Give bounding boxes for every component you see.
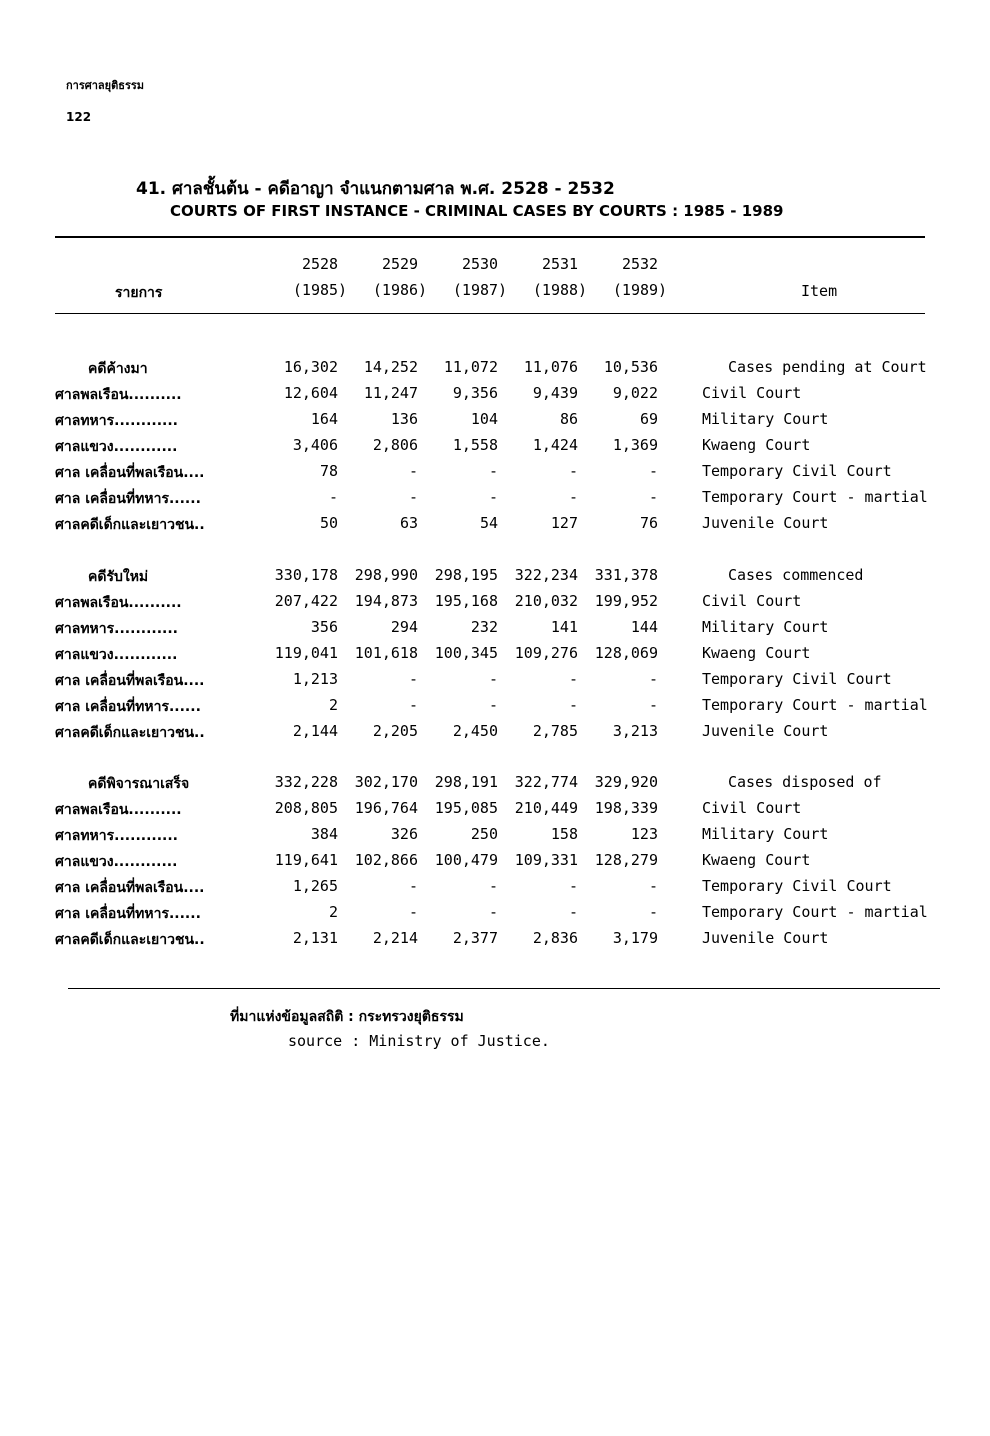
section-total-cell: 302,170 (354, 773, 418, 791)
table-cell: 199,952 (594, 592, 658, 610)
table-cell: 195,168 (434, 592, 498, 610)
top-rule (55, 236, 925, 238)
table-cell: 164 (310, 410, 338, 428)
table-cell: - (408, 696, 418, 714)
section-label-thai: คดีพิจารณาเสร็จ (88, 776, 190, 792)
year-header-ce: (1986) (372, 281, 428, 299)
table-cell: - (568, 670, 578, 688)
table-cell: 2,205 (372, 722, 418, 740)
table-cell: 63 (399, 514, 418, 532)
table-cell: 128,279 (594, 851, 658, 869)
running-header: การศาลยุติธรรม (66, 79, 145, 92)
table-cell: 196,764 (354, 799, 418, 817)
table-cell: 100,479 (434, 851, 498, 869)
table-cell: 1,424 (532, 436, 578, 454)
table-cell: 9,439 (532, 384, 578, 402)
row-label-english: Military Court (702, 410, 829, 428)
table-cell: 102,866 (354, 851, 418, 869)
table-cell: - (488, 696, 498, 714)
table-cell: 141 (550, 618, 578, 636)
row-label-thai: ศาลทหาร............ (55, 828, 178, 844)
year-header-be: 2532 (621, 255, 659, 273)
table-cell: 232 (470, 618, 498, 636)
row-label-thai: ศาล เคลื่อนที่พลเรือน.... (55, 880, 205, 896)
year-header-be: 2529 (381, 255, 419, 273)
table-cell: 198,339 (594, 799, 658, 817)
section-total-cell: 14,252 (363, 358, 418, 376)
table-cell: - (408, 488, 418, 506)
table-cell: 9,356 (452, 384, 498, 402)
table-cell: 109,276 (514, 644, 578, 662)
table-cell: 3,179 (612, 929, 658, 947)
row-label-thai: ศาล เคลื่อนที่ทหาร...... (55, 491, 201, 507)
section-label-thai: คดีรับใหม่ (88, 569, 149, 585)
table-cell: 3,406 (292, 436, 338, 454)
table-cell: 158 (550, 825, 578, 843)
table-cell: 11,247 (363, 384, 418, 402)
bottom-rule (68, 988, 940, 989)
table-cell: - (648, 877, 658, 895)
table-cell: 100,345 (434, 644, 498, 662)
row-label-english: Temporary Court - martial (702, 696, 928, 714)
table-cell: 194,873 (354, 592, 418, 610)
row-label-thai: ศาลคดีเด็กและเยาวชน.. (55, 517, 205, 533)
table-cell: 2,450 (452, 722, 498, 740)
section-label-english: Cases commenced (728, 566, 864, 584)
year-header-ce: (1985) (292, 281, 348, 299)
table-cell: 1,213 (292, 670, 338, 688)
table-cell: - (648, 670, 658, 688)
table-cell: 294 (390, 618, 418, 636)
row-label-thai: ศาลแขวง............ (55, 854, 178, 870)
table-cell: 123 (630, 825, 658, 843)
table-cell: - (488, 670, 498, 688)
section-total-cell: 11,072 (443, 358, 498, 376)
row-label-thai: ศาลพลเรือน.......... (55, 595, 182, 611)
section-total-cell: 331,378 (594, 566, 658, 584)
table-cell: - (648, 488, 658, 506)
table-cell: - (488, 903, 498, 921)
table-cell: 128,069 (594, 644, 658, 662)
table-cell: - (408, 903, 418, 921)
table-cell: 54 (479, 514, 498, 532)
row-label-english: Temporary Civil Court (702, 877, 892, 895)
row-label-thai: ศาลคดีเด็กและเยาวชน.. (55, 725, 205, 741)
table-cell: 2,144 (292, 722, 338, 740)
table-cell: 208,805 (274, 799, 338, 817)
table-cell: 136 (390, 410, 418, 428)
source-note-english: source : Ministry of Justice. (288, 1032, 550, 1050)
table-cell: - (328, 488, 338, 506)
table-title-thai: 41. ศาลชั้นต้น - คดีอาญา จำแนกตามศาล พ.ศ. 2528 - 2532 (136, 179, 615, 199)
section-total-cell: 298,191 (434, 773, 498, 791)
row-label-thai: ศาลพลเรือน.......... (55, 802, 182, 818)
table-title-english: COURTS OF FIRST INSTANCE - CRIMINAL CASES BY COURTS : 1985 - 1989 (170, 202, 784, 220)
table-cell: - (408, 670, 418, 688)
section-label-english: Cases disposed of (728, 773, 882, 791)
section-total-cell: 298,990 (354, 566, 418, 584)
table-cell: 76 (639, 514, 658, 532)
table-cell: 2,377 (452, 929, 498, 947)
table-cell: 2 (328, 903, 338, 921)
row-label-english: Civil Court (702, 384, 802, 402)
table-cell: 195,085 (434, 799, 498, 817)
row-label-english: Temporary Civil Court (702, 670, 892, 688)
table-cell: 119,641 (274, 851, 338, 869)
table-cell: 12,604 (283, 384, 338, 402)
table-cell: 69 (639, 410, 658, 428)
row-label-english: Military Court (702, 825, 829, 843)
section-total-cell: 329,920 (594, 773, 658, 791)
table-cell: - (568, 488, 578, 506)
table-cell: - (488, 488, 498, 506)
section-total-cell: 10,536 (603, 358, 658, 376)
row-label-thai: ศาล เคลื่อนที่ทหาร...... (55, 699, 201, 715)
table-cell: 1,369 (612, 436, 658, 454)
table-cell: - (568, 903, 578, 921)
section-total-cell: 11,076 (523, 358, 578, 376)
table-cell: - (568, 462, 578, 480)
table-cell: 384 (310, 825, 338, 843)
row-label-english: Juvenile Court (702, 929, 829, 947)
row-label-english: Civil Court (702, 799, 802, 817)
table-cell: 2 (328, 696, 338, 714)
row-label-english: Temporary Court - martial (702, 488, 928, 506)
table-cell: 356 (310, 618, 338, 636)
table-cell: - (488, 462, 498, 480)
row-label-english: Kwaeng Court (702, 644, 811, 662)
section-label-thai: คดีค้างมา (88, 361, 148, 377)
table-cell: - (488, 877, 498, 895)
year-header-ce: (1987) (452, 281, 508, 299)
section-label-english: Cases pending at Court (728, 358, 927, 376)
year-header-ce: (1988) (532, 281, 588, 299)
year-header-be: 2531 (541, 255, 579, 273)
row-label-thai: ศาล เคลื่อนที่พลเรือน.... (55, 465, 205, 481)
header-rule (55, 313, 925, 314)
row-label-thai: ศาลแขวง............ (55, 647, 178, 663)
row-label-thai: ศาลคดีเด็กและเยาวชน.. (55, 932, 205, 948)
section-total-cell: 330,178 (274, 566, 338, 584)
table-cell: 144 (630, 618, 658, 636)
table-cell: - (408, 462, 418, 480)
table-cell: 1,558 (452, 436, 498, 454)
table-cell: 1,265 (292, 877, 338, 895)
table-cell: 250 (470, 825, 498, 843)
table-cell: 2,806 (372, 436, 418, 454)
table-cell: 2,131 (292, 929, 338, 947)
row-label-english: Temporary Court - martial (702, 903, 928, 921)
table-cell: - (568, 696, 578, 714)
row-label-english: Juvenile Court (702, 514, 829, 532)
row-label-english: Kwaeng Court (702, 436, 811, 454)
page-number: 122 (66, 110, 92, 124)
row-label-english: Juvenile Court (702, 722, 829, 740)
row-label-thai: ศาลทหาร............ (55, 413, 178, 429)
section-total-cell: 322,234 (514, 566, 578, 584)
table-cell: - (648, 696, 658, 714)
year-header-be: 2528 (301, 255, 339, 273)
table-cell: 127 (550, 514, 578, 532)
year-header-ce: (1989) (612, 281, 668, 299)
table-cell: 9,022 (612, 384, 658, 402)
table-cell: 3,213 (612, 722, 658, 740)
table-cell: - (648, 903, 658, 921)
row-label-english: Civil Court (702, 592, 802, 610)
table-cell: 101,618 (354, 644, 418, 662)
section-total-cell: 322,774 (514, 773, 578, 791)
table-cell: 2,785 (532, 722, 578, 740)
row-label-thai: ศาลแขวง............ (55, 439, 178, 455)
row-label-english: Temporary Civil Court (702, 462, 892, 480)
table-cell: 2,214 (372, 929, 418, 947)
table-cell: 119,041 (274, 644, 338, 662)
table-cell: - (648, 462, 658, 480)
row-label-thai: ศาลทหาร............ (55, 621, 178, 637)
section-total-cell: 16,302 (283, 358, 338, 376)
source-note-thai: ที่มาแห่งข้อมูลสถิติ : กระทรวงยุติธรรม (230, 1009, 464, 1025)
column-header-thai: รายการ (115, 285, 163, 301)
table-cell: 109,331 (514, 851, 578, 869)
table-cell: 326 (390, 825, 418, 843)
row-label-english: Kwaeng Court (702, 851, 811, 869)
table-cell: 207,422 (274, 592, 338, 610)
year-header-be: 2530 (461, 255, 499, 273)
table-cell: 210,449 (514, 799, 578, 817)
table-cell: 86 (559, 410, 578, 428)
table-cell: - (568, 877, 578, 895)
section-total-cell: 332,228 (274, 773, 338, 791)
row-label-thai: ศาล เคลื่อนที่พลเรือน.... (55, 673, 205, 689)
section-total-cell: 298,195 (434, 566, 498, 584)
row-label-english: Military Court (702, 618, 829, 636)
table-cell: 50 (319, 514, 338, 532)
row-label-thai: ศาล เคลื่อนที่ทหาร...... (55, 906, 201, 922)
row-label-thai: ศาลพลเรือน.......... (55, 387, 182, 403)
table-cell: 2,836 (532, 929, 578, 947)
table-cell: 104 (470, 410, 498, 428)
table-cell: 78 (319, 462, 338, 480)
table-cell: - (408, 877, 418, 895)
table-cell: 210,032 (514, 592, 578, 610)
column-header-english: Item (801, 282, 838, 300)
